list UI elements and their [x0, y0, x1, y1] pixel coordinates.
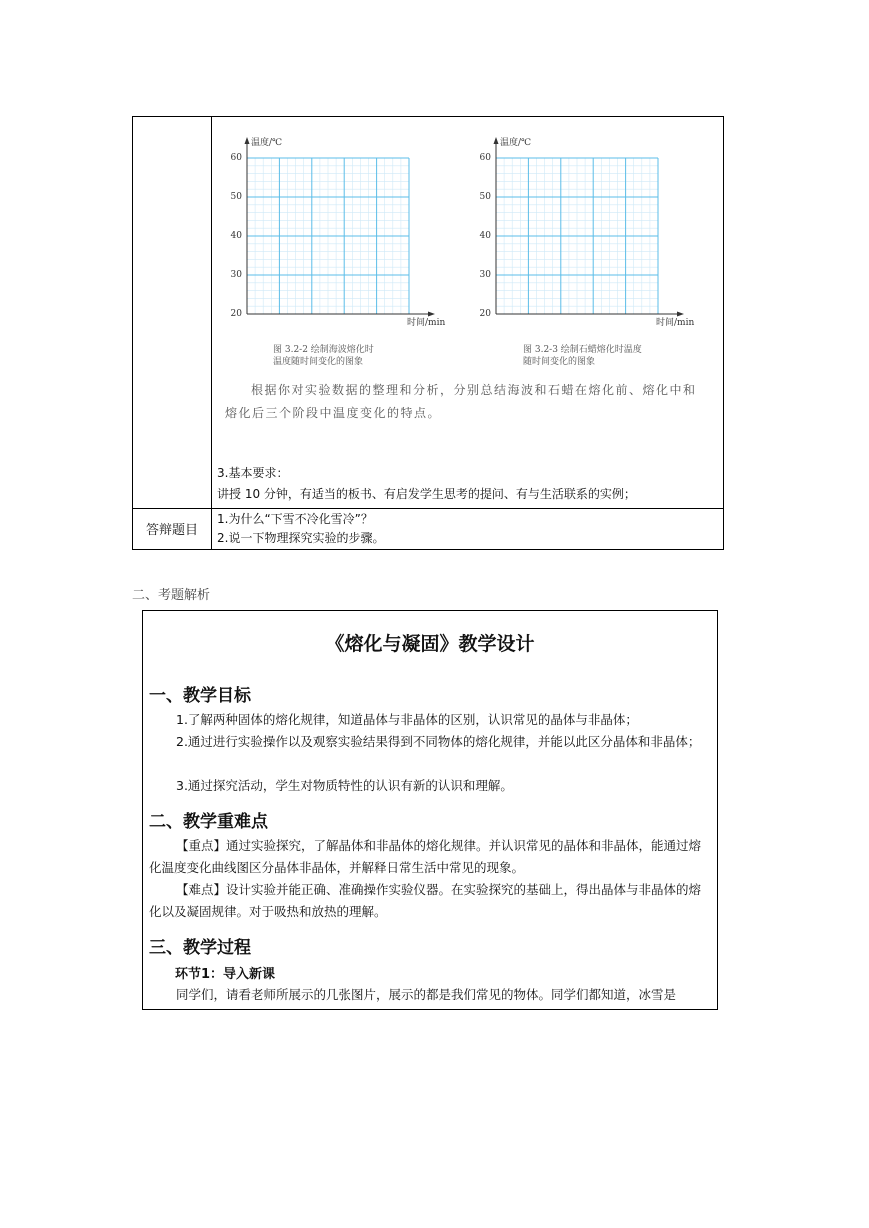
caption-line: 温度随时间变化的图象 — [273, 357, 364, 367]
chart-caption — [273, 344, 374, 368]
question-item: 1.为什么“下雪不冷化雪冷”？ — [217, 512, 373, 526]
x-axis-arrow — [677, 312, 684, 317]
x-axis-label: 时间/min — [407, 318, 446, 328]
answer-label: 答辩题目 — [145, 523, 198, 538]
y-axis-label: 温度/℃ — [251, 138, 283, 148]
chart-grid-svg — [478, 135, 698, 335]
y-tick-label: 30 — [479, 270, 491, 280]
x-axis-label: 时间/min — [656, 318, 695, 328]
lesson-table — [132, 116, 724, 550]
analysis-paragraph: 根据你对实验数据的整理和分析，分别总结海波和石蜡在熔化前、熔化中和熔化后三个阶段中温度变化的特点。 — [225, 383, 697, 420]
y-tick-label: 60 — [230, 153, 242, 163]
goal-item: 2.通过进行实验操作以及观察实验结果得到不同物体的熔化规律，并能以此区分晶体和非晶体； — [176, 734, 701, 749]
y-tick-label: 50 — [479, 192, 491, 202]
chart-caption — [523, 344, 642, 368]
question-item: 2.说一下物理探究实验的步骤。 — [217, 531, 385, 545]
table-column-divider — [211, 117, 212, 549]
y-tick-label: 40 — [230, 231, 242, 241]
y-tick-label: 20 — [230, 309, 242, 319]
chart-grid-svg — [229, 135, 449, 335]
requirements-text: 讲授 10 分钟，有适当的板书、有启发学生思考的提问、有与生活联系的实例； — [217, 487, 636, 501]
y-tick-label: 40 — [479, 231, 491, 241]
goal-item: 3.通过探究活动，学生对物质特性的认识有新的认识和理解。 — [176, 778, 513, 793]
key-point: 【重点】通过实验探究，了解晶体和非晶体的熔化规律。并认识常见的晶体和非晶体，能通过熔化温度变化曲线图区分晶体非晶体，并解释日常生活中常见的现象。 — [149, 838, 702, 875]
caption-line: 图 3.2-2 绘制海波熔化时 — [273, 345, 374, 355]
table-row-divider — [133, 508, 723, 509]
y-tick-label: 50 — [230, 192, 242, 202]
difficulty-heading: 二、教学重难点 — [149, 812, 268, 832]
caption-line: 随时间变化的图象 — [523, 357, 596, 367]
requirements-heading: 3.基本要求： — [217, 466, 289, 480]
goals-heading: 一、教学目标 — [149, 686, 251, 706]
y-tick-label: 20 — [479, 309, 491, 319]
y-axis-label: 温度/℃ — [500, 138, 532, 148]
teaching-design-box — [142, 610, 718, 1010]
y-tick-label: 30 — [230, 270, 242, 280]
y-tick-label: 60 — [479, 153, 491, 163]
chart-haibo-grid — [229, 135, 449, 335]
y-axis-arrow — [245, 137, 250, 144]
process-heading: 三、教学过程 — [149, 938, 251, 958]
goal-item: 1.了解两种固体的熔化规律，知道晶体与非晶体的区别，认识常见的晶体与非晶体； — [176, 712, 638, 727]
step-title: 环节1：导入新课 — [175, 967, 276, 982]
x-axis-arrow — [428, 312, 435, 317]
caption-line: 图 3.2-3 绘制石蜡熔化时温度 — [523, 345, 642, 355]
y-axis-arrow — [494, 137, 499, 144]
difficult-point: 【难点】设计实验并能正确、准确操作实验仪器。在实验探究的基础上，得出晶体与非晶体的熔化以及凝固规律。对于吸热和放热的理解。 — [149, 882, 702, 919]
doc-title: 《熔化与凝固》教学设计 — [325, 633, 535, 655]
section-title: 二、考题解析 — [132, 588, 211, 603]
step-text: 同学们，请看老师所展示的几张图片，展示的都是我们常见的物体。同学们都知道，冰雪是 — [176, 987, 677, 1002]
chart-shila-grid — [478, 135, 698, 335]
